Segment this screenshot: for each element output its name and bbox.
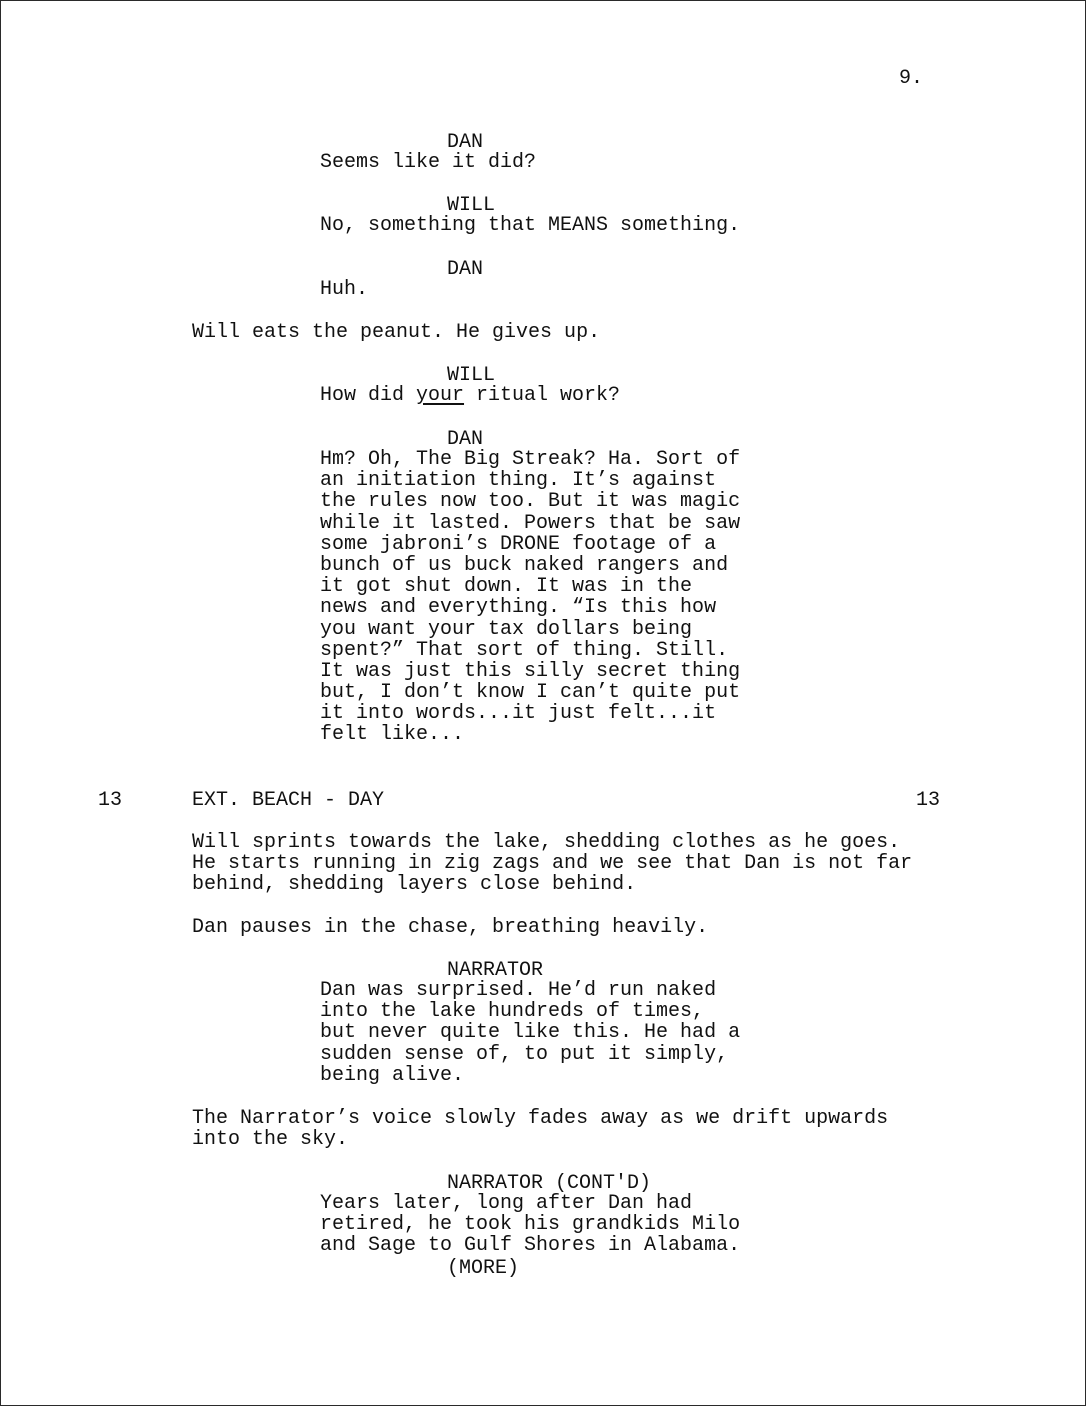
dialogue-line: sudden sense of, to put it simply, [320, 1042, 729, 1066]
dialogue [320, 279, 368, 300]
action-line: behind, shedding layers close behind. [192, 873, 637, 897]
dialogue-text: ritual work? [464, 384, 621, 407]
action-block [192, 832, 912, 896]
action-line: Dan pauses in the chase, breathing heavily. [192, 916, 709, 939]
dialogue-line: into the lake hundreds of times, [320, 1000, 705, 1024]
dialogue-line: Hm? Oh, The Big Streak? Ha. Sort of [320, 448, 741, 471]
dialogue-line: you want your tax dollars being [320, 617, 693, 641]
dialogue-line: No, something that MEANS something. [320, 214, 741, 237]
dialogue-line: the rules now too. But it was magic [320, 490, 741, 514]
dialogue-line: Years later, long after Dan had [320, 1192, 693, 1215]
character-cue: DAN [447, 428, 484, 451]
character-cue: WILL [447, 364, 496, 387]
dialogue-line: retired, he took his grandkids Milo [320, 1213, 741, 1237]
dialogue-line: it into words...it just felt...it [320, 702, 717, 726]
dialogue-line: Huh. [320, 278, 369, 301]
dialogue [320, 215, 740, 236]
scene-heading: EXT. BEACH - DAY [192, 789, 385, 812]
action-line: into the sky. [192, 1128, 349, 1152]
dialogue-line: news and everything. “Is this how [320, 596, 717, 620]
dialogue-line: while it lasted. Powers that be saw [320, 511, 741, 535]
action-line: Will eats the peanut. He gives up. [192, 321, 601, 344]
more-marker: (MORE) [447, 1257, 520, 1280]
scene-number-right: 13 [916, 789, 941, 812]
character-cue: NARRATOR (CONT'D) [447, 1172, 652, 1195]
dialogue-line: spent?” That sort of thing. Still. [320, 638, 729, 662]
character-cue: DAN [447, 258, 484, 281]
dialogue-line: and Sage to Gulf Shores in Alabama. [320, 1234, 741, 1258]
action-block [192, 322, 600, 343]
dialogue [320, 449, 740, 746]
dialogue-line [320, 385, 620, 406]
dialogue-line: Seems like it did? [320, 151, 537, 174]
scene-number-left: 13 [98, 789, 123, 812]
underlined-word: your [416, 384, 465, 407]
dialogue [320, 1193, 740, 1257]
dialogue [320, 152, 536, 173]
character-cue: NARRATOR [447, 959, 544, 982]
dialogue-line: but never quite like this. He had a [320, 1021, 741, 1045]
action-block [192, 917, 708, 938]
character-cue: WILL [447, 194, 496, 217]
dialogue-text: How did [320, 384, 417, 407]
dialogue-line: some jabroni’s DRONE footage of a [320, 532, 717, 556]
action-block [192, 1108, 888, 1150]
action-line: He starts running in zig zags and we see that Dan is not far [192, 852, 913, 876]
dialogue-line: It was just this silly secret thing [320, 659, 741, 683]
dialogue-line: bunch of us buck naked rangers and [320, 553, 729, 577]
page-number: 9. [899, 67, 924, 90]
action-line: The Narrator’s voice slowly fades away as we drift upwards [192, 1107, 889, 1130]
dialogue-line: Dan was surprised. He’d run naked [320, 979, 717, 1002]
dialogue-line: it got shut down. It was in the [320, 575, 693, 599]
action-line: Will sprints towards the lake, shedding clothes as he goes. [192, 831, 901, 854]
dialogue-line: an initiation thing. It’s against [320, 469, 717, 493]
dialogue [320, 980, 740, 1086]
dialogue-line: felt like... [320, 723, 465, 747]
dialogue-line: but, I don’t know I can’t quite put [320, 681, 741, 705]
character-cue: DAN [447, 131, 484, 154]
dialogue-line: being alive. [320, 1063, 465, 1087]
dialogue [320, 385, 620, 406]
